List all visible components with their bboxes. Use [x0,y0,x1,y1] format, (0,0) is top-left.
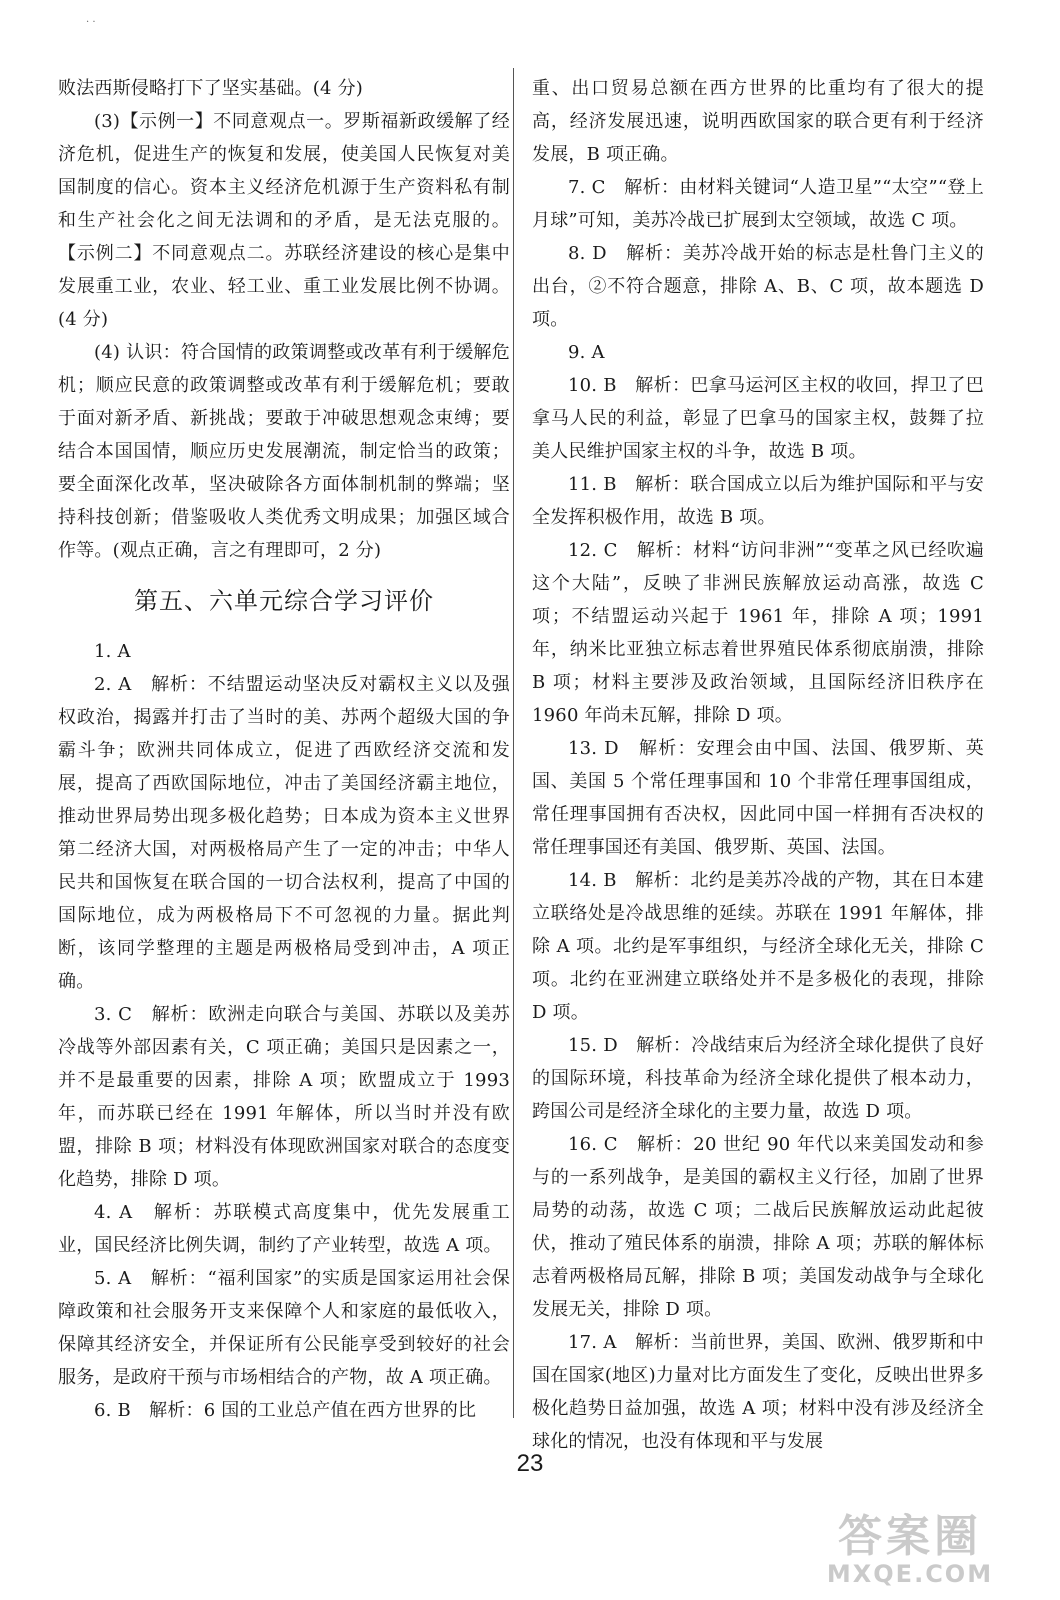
answer-item: 11. B 解析：联合国成立以后为维护国际和平与安全发挥积极作用，故选 B 项。 [532,474,984,528]
answer-item: 2. A 解析：不结盟运动坚决反对霸权主义以及强权政治，揭露并打击了当时的美、苏两个超级大国的争霸斗争；欧洲共同体成立，促进了西欧经济交流和发展，提高了西欧国际地位，冲击了美国经济霸主地位，推动世界局势出现多极化趋势；日本成为资本主义世界第二经济大国，对两极格局产生了一定的冲击；中华人民共和国恢复在联合国的一切合法权利，提高了中国的国际地位，成为两极格局下不可忽视的力量。据此判断，该同学整理的主题是两极格局受到冲击，A 项正确。 [58,674,510,992]
answer-item: 10. B 解析：巴拿马运河区主权的收回，捍卫了巴拿马人民的利益，彰显了巴拿马的国家主权，鼓舞了拉美人民维护国家主权的斗争，故选 B 项。 [532,375,984,462]
paragraph-answer-4: (4) 认识：符合国情的政策调整或改革有利于缓解危机；顺应民意的政策调整或改革有利于缓解危机；要敢于面对新矛盾、新挑战；要敢于冲破思想观念束缚；要结合本国国情，顺应历史发展潮流，制定恰当的政策；要全面深化改革，坚决破除各方面体制机制的弊端；坚持科技创新；借鉴吸收人类优秀文明成果；加强区域合作等。(观点正确，言之有理即可，2 分) [58,342,510,561]
answer-continuation: 重、出口贸易总额在西方世界的比重均有了很大的提高，经济发展迅速，说明西欧国家的联合更有利于经济发展，B 项正确。 [532,78,984,165]
page-top-marks: . . [86,14,96,25]
watermark-logo [790,1500,1030,1590]
answer-item: 15. D 解析：冷战结束后为经济全球化提供了良好的国际环境，科技革命为经济全球化提供了根本动力，跨国公司是经济全球化的主要力量，故选 D 项。 [532,1035,984,1122]
watermark-url: MXQE.COM [826,1560,994,1588]
paragraph-answer-3: (3)【示例一】不同意观点一。罗斯福新政缓解了经济危机，促进生产的恢复和发展，使美国人民恢复对美国制度的信心。资本主义经济危机源于生产资料私有制和生产社会化之间无法调和的矛盾，是无法克服的。 【示例二】不同意观点二。苏联经济建设的核心是集中发展重工业，农业、轻工业、重工业发展比例不协调。(4 分) [58,111,510,330]
left-column [58,72,510,1427]
answer-item: 12. C 解析：材料“访问非洲”“变革之风已经吹遍这个大陆”，反映了非洲民族解放运动高涨，故选 C 项；不结盟运动兴起于 1961 年，排除 A 项；1991 年，纳米比亚独立标志着世界殖民体系彻底崩溃，排除 B 项；材料主要涉及政治领域，且国际经济旧秩序在 1960 年尚未瓦解，排除 D 项。 [532,540,984,726]
answer-item: 9. A [568,342,605,363]
watermark-text: 答案圈 [838,1511,982,1562]
answer-item: 4. A 解析：苏联模式高度集中，优先发展重工业，国民经济比例失调，制约了产业转型，故选 A 项。 [58,1202,510,1256]
answer-item: 8. D 解析：美苏冷战开始的标志是杜鲁门主义的出台，②不符合题意，排除 A、B、C 项，故本题选 D 项。 [532,243,984,330]
answer-item: 13. D 解析：安理会由中国、法国、俄罗斯、英国、美国 5 个常任理事国和 10 个非常任理事国组成，常任理事国拥有否决权，因此同中国一样拥有否决权的常任理事国还有美国、俄罗斯、英国、法国。 [532,738,984,858]
answer-item: 16. C 解析：20 世纪 90 年代以来美国发动和参与的一系列战争，是美国的霸权主义行径，加剧了世界局势的动荡，故选 C 项；二战后民族解放运动此起彼伏，推动了殖民体系的崩溃，排除 A 项；苏联的解体标志着两极格局瓦解，排除 B 项；美国发动战争与全球化发展无关，排除 D 项。 [532,1134,984,1320]
answer-item: 7. C 解析：由材料关键词“人造卫星”“太空”“登上月球”可知，美苏冷战已扩展到太空领域，故选 C 项。 [532,177,984,231]
answer-item: 17. A 解析：当前世界，美国、欧洲、俄罗斯和中国在国家(地区)力量对比方面发生了变化，反映出世界多极化趋势日益加强，故选 A 项；材料中没有涉及经济全球化的情况，也没有体现和平与发展 [532,1332,984,1452]
page-number: 23 [516,1450,544,1477]
answer-item: 5. A 解析：“福利国家”的实质是国家运用社会保障政策和社会服务开支来保障个人和家庭的最低收入，保障其经济安全，并保证所有公民能享受到较好的社会服务，是政府干预与市场相结合的产物，故 A 项正确。 [58,1268,510,1388]
answer-item: 6. B 解析：6 国的工业总产值在西方世界的比 [94,1400,477,1421]
answer-item: 3. C 解析：欧洲走向联合与美国、苏联以及美苏冷战等外部因素有关，C 项正确；美国只是因素之一，并不是最重要的因素，排除 A 项；欧盟成立于 1993 年，而苏联已经在 1991 年解体，所以当时并没有欧盟，排除 B 项；材料没有体现欧洲国家对联合的态度变化趋势，排除 D 项。 [58,1004,510,1190]
answer-item: 14. B 解析：北约是美苏冷战的产物，其在日本建立联络处是冷战思维的延续。苏联在 1991 年解体，排除 A 项。北约是军事组织，与经济全球化无关，排除 C 项。北约在亚洲建立联络处并不是多极化的表现，排除 D 项。 [532,870,984,1023]
paragraph-continuation: 败法西斯侵略打下了坚实基础。(4 分) [58,78,364,99]
column-divider [513,68,514,1418]
section-title: 第五、六单元综合学习评价 [134,587,434,615]
right-column [532,72,984,1458]
answer-item: 1. A [94,641,131,662]
